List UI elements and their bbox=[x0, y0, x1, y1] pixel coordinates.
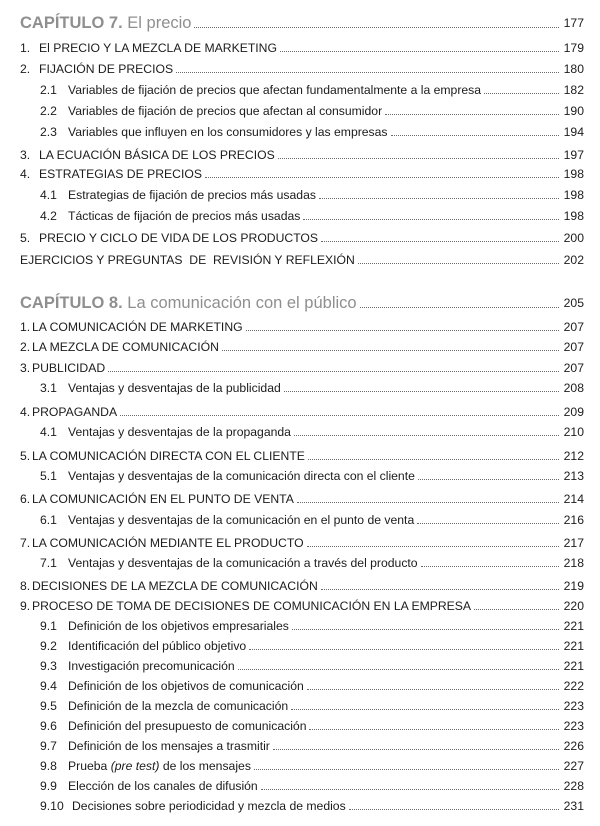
toc-subentry: 4.1 Ventajas y desventajas de la propaganda 210 bbox=[40, 425, 584, 439]
toc-subentry: 5.1 Ventajas y desventajas de la comunicación directa con el cliente 213 bbox=[40, 469, 584, 483]
toc-entry: 4. PROPAGANDA 209 bbox=[20, 405, 584, 419]
toc-subentry: 2.2 Variables de fijación de precios que afectan al consumidor 190 bbox=[40, 104, 584, 118]
toc-entry: 4. ESTRATEGIAS DE PRECIOS 198 bbox=[20, 167, 584, 181]
page-number: 177 bbox=[563, 16, 584, 30]
toc-entry: 9. PROCESO DE TOMA DE DECISIONES DE COMUNICACIÓN EN LA EMPRESA 220 bbox=[20, 599, 584, 613]
toc-subentry: 9.10 Decisiones sobre periodicidad y mezcla de medios 231 bbox=[40, 799, 584, 813]
toc-subentry: 9.6 Definición del presupuesto de comunicación 223 bbox=[40, 719, 584, 733]
toc-subentry: 2.3 Variables que influyen en los consumidores y las empresas 194 bbox=[40, 125, 584, 139]
chapter-8-heading bbox=[0, 288, 600, 312]
toc-entry: 1. LA COMUNICACIÓN DE MARKETING 207 bbox=[20, 320, 584, 334]
toc-subentry: 7.1 Ventajas y desventajas de la comunicación a través del producto 218 bbox=[40, 556, 584, 570]
toc-subentry: 9.5 Definición de la mezcla de comunicación 223 bbox=[40, 699, 584, 713]
toc-subentry: 9.8 Prueba (pre test) de los mensajes 227 bbox=[40, 759, 584, 773]
chapter-7-heading bbox=[0, 8, 600, 32]
toc-subentry: 9.2 Identificación del público objetivo 221 bbox=[40, 639, 584, 653]
toc-subentry: 4.1 Estrategias de fijación de precios más usadas 198 bbox=[40, 188, 584, 202]
toc-subentry: 3.1 Ventajas y desventajas de la publicidad 208 bbox=[40, 381, 584, 395]
toc-subentry: 9.3 Investigación precomunicación 221 bbox=[40, 659, 584, 673]
toc-entry: 2. LA MEZCLA DE COMUNICACIÓN 207 bbox=[20, 340, 584, 354]
dot-leader bbox=[194, 27, 559, 28]
toc-subentry: 2.1 Variables de fijación de precios que afectan fundamentalmente a la empresa 182 bbox=[40, 83, 584, 97]
chapter-title: CAPÍTULO 8. La comunicación con el público bbox=[20, 294, 357, 312]
toc-subentry: 4.2 Tácticas de fijación de precios más usadas 198 bbox=[40, 209, 584, 223]
toc-entry: 5. LA COMUNICACIÓN DIRECTA CON EL CLIENTE 212 bbox=[20, 449, 584, 463]
toc-subentry: 6.1 Ventajas y desventajas de la comunicación en el punto de venta 216 bbox=[40, 513, 584, 527]
toc-subentry: 9.9 Elección de los canales de difusión 228 bbox=[40, 779, 584, 793]
toc-subentry: 9.7 Definición de los mensajes a trasmitir 226 bbox=[40, 739, 584, 753]
toc-entry: 1. El PRECIO Y LA MEZCLA DE MARKETING 179 bbox=[20, 41, 584, 55]
toc-subentry: 9.4 Definición de los objetivos de comunicación 222 bbox=[40, 679, 584, 693]
toc-entry: 3. LA ECUACIÓN BÁSICA DE LOS PRECIOS 197 bbox=[20, 148, 584, 162]
toc-entry: 3. PUBLICIDAD 207 bbox=[20, 361, 584, 375]
toc-entry-exercises: EJERCICIOS Y PREGUNTAS DE REVISIÓN Y REFLEXIÓN 202 bbox=[20, 253, 584, 267]
toc-entry: 8. DECISIONES DE LA MEZCLA DE COMUNICACIÓN 219 bbox=[20, 579, 584, 593]
dot-leader bbox=[360, 307, 559, 308]
page-number: 205 bbox=[563, 296, 584, 310]
toc-entry: 5. PRECIO Y CICLO DE VIDA DE LOS PRODUCTOS 200 bbox=[20, 231, 584, 245]
chapter-title: CAPÍTULO 7. El precio bbox=[20, 14, 192, 32]
toc-entry: 2. FIJACIÓN DE PRECIOS 180 bbox=[20, 62, 584, 76]
toc-entry: 6. LA COMUNICACIÓN EN EL PUNTO DE VENTA 214 bbox=[20, 492, 584, 506]
toc-subentry: 9.1 Definición de los objetivos empresariales 221 bbox=[40, 619, 584, 633]
toc-entry: 7. LA COMUNICACIÓN MEDIANTE EL PRODUCTO 217 bbox=[20, 536, 584, 550]
